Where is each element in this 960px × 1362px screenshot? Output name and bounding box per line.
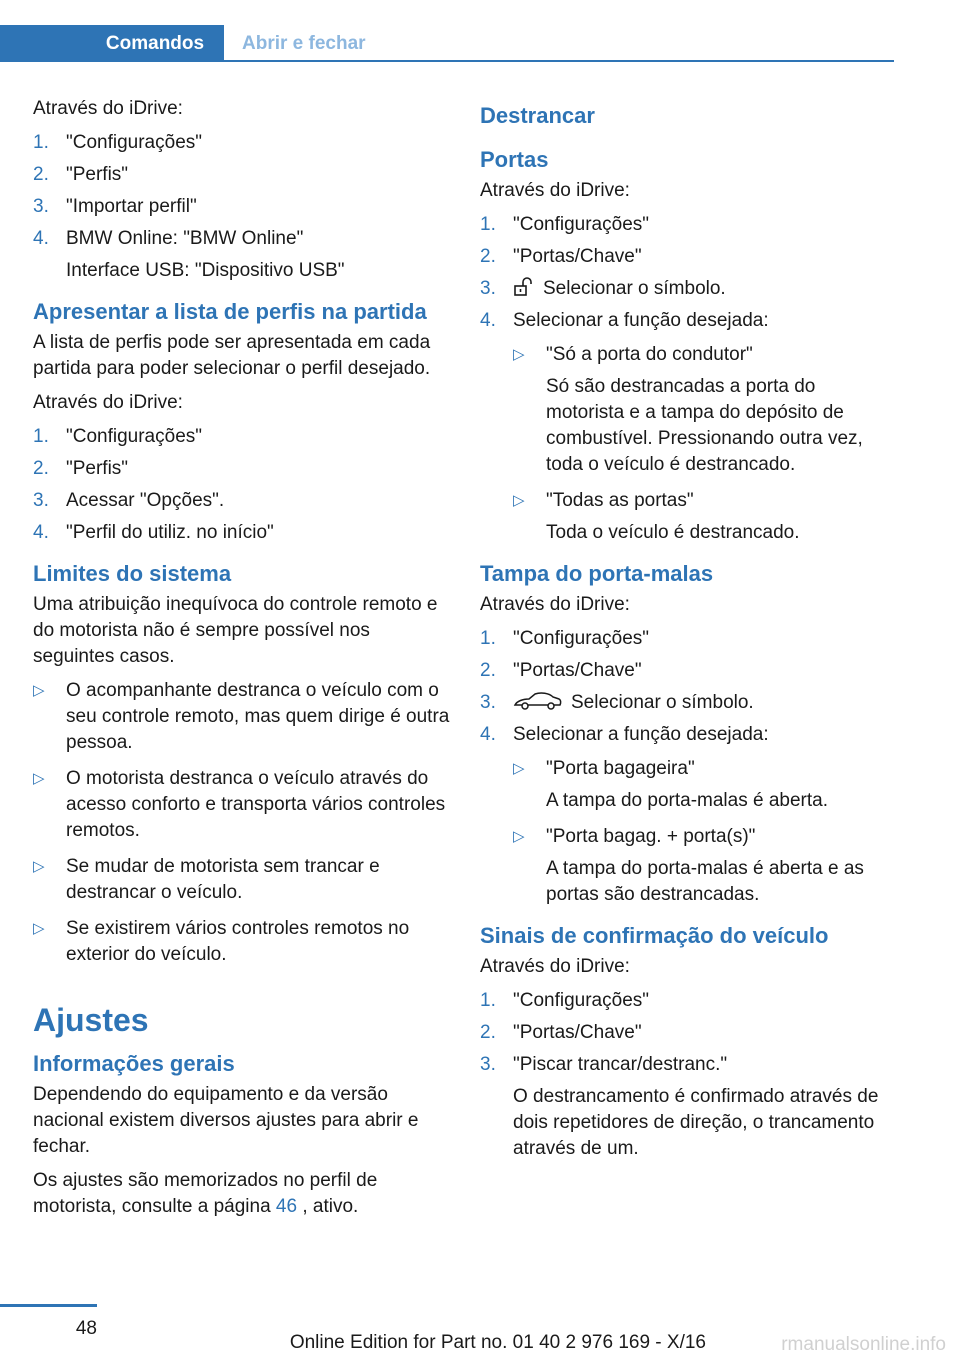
page-number: 48 <box>75 1318 97 1339</box>
list-item: ▷ "Todas as portas" Toda o veículo é destrancado. <box>513 490 800 543</box>
signal-steps <box>480 988 894 1162</box>
list-item: 2. "Perfis" <box>33 164 129 185</box>
list-item: 3. Acessar "Opções". <box>33 490 225 511</box>
list-item: ▷ Se mudar de motorista sem trancar e destrancar o veículo. <box>33 856 380 903</box>
heading-apresentar: Apresentar a lista de perfis na partida <box>33 299 427 324</box>
tab-comandos[interactable]: Comandos <box>0 25 224 62</box>
triangle-bullet-icon: ▷ <box>33 770 45 787</box>
list-item: ▷ Se existirem vários controles remotos no exterior do veículo. <box>33 918 410 965</box>
list-item: 4. Selecionar a função desejada: ▷ "Porta bagageira" A tampa do porta-malas é aberta. ▷ "Porta bagag. + porta(s)" A tampa do porta-malas é aberta e as portas são destrancadas. <box>480 722 894 908</box>
list-item: 1. "Configurações" <box>480 628 650 649</box>
list-item: 2. "Portas/Chave" <box>480 246 642 267</box>
door-options <box>513 342 894 546</box>
profile-import-steps <box>33 130 451 284</box>
list-item: 4. "Perfil do utiliz. no início" <box>33 522 274 543</box>
heading-sinais: Sinais de confirmação do veículo <box>480 923 829 948</box>
trunk-options <box>513 756 894 908</box>
limits-bullets <box>33 678 451 968</box>
footer-rule <box>0 1304 97 1307</box>
list-item: 1. "Configurações" <box>480 214 650 235</box>
list-item: ▷ O acompanhante destranca o veículo com o seu controle remoto, mas quem dirige é outra pessoa. <box>33 680 450 753</box>
intro-text: Através do iDrive: <box>33 392 183 413</box>
list-item: ▷ "Porta bagag. + porta(s)" A tampa do porta-malas é aberta e as portas são destrancadas. <box>513 826 864 905</box>
list-item: 3. "Piscar trancar/destranc." O destrancamento é confirmado através de dois repetidores de direção, o trancamento através de um. <box>480 1052 894 1162</box>
heading-ajustes: Ajustes <box>33 1002 149 1038</box>
intro-text: Através do iDrive: <box>480 956 630 977</box>
page-link[interactable]: 46 <box>275 1196 298 1217</box>
triangle-bullet-icon: ▷ <box>513 828 525 845</box>
list-item: ▷ "Porta bagageira" A tampa do porta-malas é aberta. <box>513 758 828 811</box>
header-rule <box>0 60 894 62</box>
triangle-bullet-icon: ▷ <box>513 492 525 509</box>
trunk-steps <box>480 626 894 908</box>
list-item: 1. "Configurações" <box>33 426 203 447</box>
heading-informacoes: Informações gerais <box>33 1051 235 1076</box>
doors-steps <box>480 212 894 546</box>
triangle-bullet-icon: ▷ <box>33 682 45 699</box>
list-item: 3. Selecionar o símbolo. <box>480 692 754 713</box>
profile-list-steps <box>33 424 451 546</box>
triangle-bullet-icon: ▷ <box>513 760 525 777</box>
list-item: 4. BMW Online: "BMW Online" Interface USB: "Dispositivo USB" <box>33 226 451 284</box>
edition-text: Online Edition for Part no. 01 40 2 976 169 - X/16 <box>289 1332 706 1353</box>
heading-portas: Portas <box>480 147 549 172</box>
triangle-bullet-icon: ▷ <box>33 858 45 875</box>
car-trunk-icon <box>513 691 563 711</box>
list-item: 1. "Configurações" <box>33 132 203 153</box>
list-item: 4. Selecionar a função desejada: ▷ "Só a porta do condutor" Só são destrancadas a porta do motorista e a tampa do depósito de combustível. Pressionando outra vez, toda o veículo é destrancado. ▷ "Todas as portas" Toda o veículo é destrancado. <box>480 308 894 546</box>
left-column <box>33 96 451 1228</box>
list-item: 2. "Perfis" <box>33 458 129 479</box>
heading-limites: Limites do sistema <box>33 561 232 586</box>
heading-tampa: Tampa do porta-malas <box>480 561 714 586</box>
paragraph: A lista de perfis pode ser apresentada em cada partida para poder selecionar o perfil desejado. <box>33 332 431 379</box>
paragraph: Os ajustes são memorizados no perfil de motorista, consulte a página 46 , ativo. <box>33 1170 378 1217</box>
heading-destrancar: Destrancar <box>480 103 595 128</box>
triangle-bullet-icon: ▷ <box>513 346 525 363</box>
list-item: 2. "Portas/Chave" <box>480 660 642 681</box>
right-column <box>480 96 894 1172</box>
header-tabs <box>0 25 894 62</box>
intro-text: Através do iDrive: <box>480 594 630 615</box>
list-item-subtext: O destrancamento é confirmado através de dois repetidores de direção, o trancamento através de um. <box>513 1086 879 1159</box>
paragraph: Uma atribuição inequívoca do controle remoto e do motorista não é sempre possível nos seguintes casos. <box>33 594 438 667</box>
triangle-bullet-icon: ▷ <box>33 920 45 937</box>
list-item: 2. "Portas/Chave" <box>480 1022 642 1043</box>
list-item: 3. Selecionar o símbolo. <box>480 278 726 299</box>
unlock-icon <box>513 277 535 297</box>
intro-text: Através do iDrive: <box>33 98 183 119</box>
list-item: ▷ O motorista destranca o veículo através do acesso conforto e transporta vários controles remotos. <box>33 768 446 841</box>
paragraph: Dependendo do equipamento e da versão nacional existem diversos ajustes para abrir e fechar. <box>33 1084 419 1157</box>
watermark: rmanualsonline.info <box>781 1334 946 1355</box>
list-item-subtext: Interface USB: "Dispositivo USB" <box>66 260 345 281</box>
list-item: 1. "Configurações" <box>480 990 650 1011</box>
list-item: ▷ "Só a porta do condutor" Só são destrancadas a porta do motorista e a tampa do depósito de combustível. Pressionando outra vez, toda o veículo é destrancado. <box>513 344 863 475</box>
list-item: 3. "Importar perfil" <box>33 196 197 217</box>
tab-abrir-e-fechar[interactable]: Abrir e fechar <box>242 32 366 54</box>
intro-text: Através do iDrive: <box>480 180 630 201</box>
